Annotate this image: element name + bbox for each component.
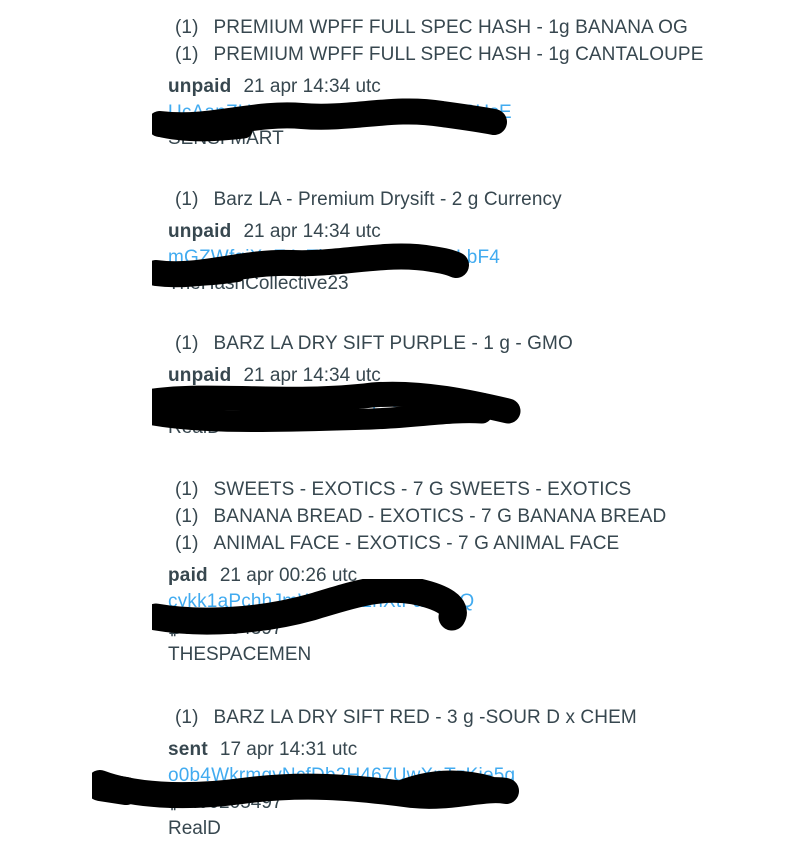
order-address-line bbox=[168, 100, 793, 126]
order-block bbox=[168, 186, 793, 297]
order-block bbox=[168, 704, 793, 842]
order-address-line bbox=[168, 389, 793, 415]
order-status-line bbox=[168, 737, 793, 763]
order-block bbox=[168, 476, 793, 668]
status-timestamp: 21 apr 14:34 utc bbox=[243, 76, 381, 97]
order-address-line bbox=[168, 589, 793, 615]
item-name: BARZ LA DRY SIFT RED - 3 g -SOUR D x CHEM bbox=[213, 707, 637, 728]
vendor-name: THESPACEMEN bbox=[168, 644, 312, 665]
amount-value: 0.00334397 bbox=[182, 618, 283, 639]
address-link[interactable]: mGZWfqiXnE4cTkR7uYdJmPsx2LbF4 bbox=[168, 247, 501, 268]
order-item-line bbox=[168, 330, 793, 357]
vendor-name: RealD bbox=[168, 818, 221, 839]
order-status-line bbox=[168, 219, 793, 245]
order-item-line bbox=[168, 186, 793, 213]
btc-amount bbox=[168, 615, 793, 642]
order-block bbox=[168, 330, 793, 441]
vendor-name: RealD bbox=[168, 417, 221, 438]
bitcoin-icon: ₿ bbox=[168, 791, 183, 813]
status-timestamp: 21 apr 14:34 utc bbox=[243, 221, 381, 242]
item-name: PREMIUM WPFF FULL SPEC HASH - 1g BANANA OG bbox=[213, 17, 688, 38]
status-badge: sent bbox=[168, 739, 208, 760]
item-name: SWEETS - EXOTICS - 7 G SWEETS - EXOTICS bbox=[213, 479, 632, 500]
status-badge: unpaid bbox=[168, 221, 232, 242]
status-timestamp: 17 apr 14:31 utc bbox=[219, 739, 358, 760]
status-badge: unpaid bbox=[168, 365, 232, 386]
item-quantity: (1) bbox=[175, 533, 199, 554]
item-quantity: (1) bbox=[175, 707, 199, 728]
item-name: Barz LA - Premium Drysift - 2 g Currency bbox=[213, 189, 562, 210]
item-name: BARZ LA DRY SIFT PURPLE - 1 g - GMO bbox=[213, 333, 573, 354]
order-item-line bbox=[168, 704, 793, 731]
item-quantity: (1) bbox=[175, 17, 199, 38]
address-link[interactable]: UcAanZUcigXw3nKqTd8vRLmPyc2HsE bbox=[168, 102, 512, 123]
order-status-line bbox=[168, 363, 793, 389]
item-quantity: (1) bbox=[175, 333, 199, 354]
order-address-line bbox=[168, 245, 793, 271]
status-timestamp: 21 apr 14:34 utc bbox=[243, 365, 381, 386]
item-quantity: (1) bbox=[175, 44, 199, 65]
order-block bbox=[168, 14, 793, 152]
order-item-line bbox=[168, 503, 793, 530]
order-item-line bbox=[168, 476, 793, 503]
bitcoin-icon: ₿ bbox=[168, 617, 183, 639]
item-quantity: (1) bbox=[175, 506, 199, 527]
order-address-line bbox=[168, 763, 793, 789]
order-item-line bbox=[168, 530, 793, 557]
status-timestamp: 21 apr 00:26 utc bbox=[219, 565, 358, 586]
item-name: ANIMAL FACE - EXOTICS - 7 G ANIMAL FACE bbox=[213, 533, 620, 554]
status-badge: paid bbox=[168, 565, 208, 586]
address-link[interactable]: o0b4WkrmqvNcfDb2H467UwXpTzKje5g bbox=[168, 765, 516, 786]
status-badge: unpaid bbox=[168, 76, 232, 97]
order-item-line bbox=[168, 41, 793, 68]
order-status-line bbox=[168, 563, 793, 589]
address-link[interactable]: RcReyVb8tKnQzW4mXjP6uBTzdLCfa bbox=[168, 391, 497, 412]
vendor-name: SENSI MART bbox=[168, 128, 284, 149]
vendor-name: TheHashCollective23 bbox=[168, 273, 349, 294]
address-link[interactable]: cykk1aPchhJmW4kR92nXtFao0CQ bbox=[168, 591, 475, 612]
order-item-line bbox=[168, 14, 793, 41]
item-name: PREMIUM WPFF FULL SPEC HASH - 1g CANTALOUPE bbox=[213, 44, 704, 65]
item-quantity: (1) bbox=[175, 189, 199, 210]
item-quantity: (1) bbox=[175, 479, 199, 500]
btc-amount bbox=[168, 789, 793, 816]
amount-value: 0.00205497 bbox=[182, 792, 283, 813]
order-status-line bbox=[168, 74, 793, 100]
item-name: BANANA BREAD - EXOTICS - 7 G BANANA BREAD bbox=[213, 506, 667, 527]
